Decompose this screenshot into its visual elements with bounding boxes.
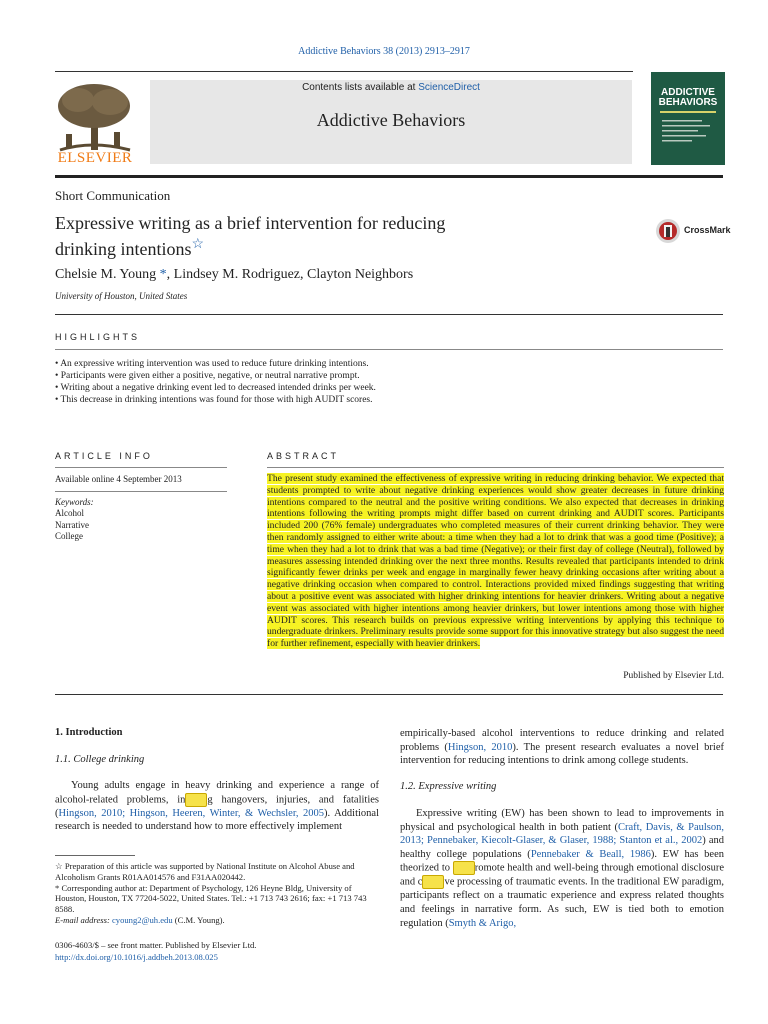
citation-link[interactable]: Craft, Davis, & Paulson, 2013; Pennebaker, Kiecolt-Glaser, & Glaser, 1988; Stanton et al., 2002: [400, 821, 724, 847]
paper-title: [55, 212, 575, 260]
paper-title-line-2: drinking intentions: [55, 239, 192, 259]
sticky-note-icon[interactable]: [453, 861, 475, 875]
contents-line: [150, 82, 632, 93]
abstract-body: [267, 473, 724, 650]
text-run: romote health and well-being through emotional disclosure and c: [400, 862, 724, 888]
citation-link[interactable]: Hingson, 2010; Hingson, Heeren, Winter, & Wechsler, 2005: [58, 807, 325, 819]
corresponding-author-footnote: * Corresponding author at: Department of Psychology, 126 Heyne Bldg, University of Houston, Houston, TX 77204-5022, United States. Tel.: +1 713 743 2616; fax: +1 713 743 8588.: [55, 882, 367, 915]
highlights-rule: [55, 349, 723, 350]
available-online-date: Available online 4 September 2013: [55, 474, 182, 484]
contents-prefix: Contents lists available at: [302, 82, 419, 93]
author-young: Chelsie M. Young: [55, 267, 160, 282]
journal-reference-link[interactable]: Addictive Behaviors 38 (2013) 2913–2917: [298, 46, 470, 57]
title-footnote-star-icon[interactable]: ☆: [191, 237, 205, 252]
article-type: Short Communication: [55, 188, 171, 203]
title-rule: [55, 314, 723, 315]
abstract-rule: [267, 467, 724, 468]
citation-link[interactable]: Hingson, 2010: [447, 741, 513, 753]
highlight-item: • Participants were given either a positive, negative, or neutral narrative prompt.: [55, 370, 723, 382]
expressive-writing-paragraph: [400, 807, 724, 930]
article-info-heading: ARTICLE INFO: [55, 451, 153, 461]
citation-link[interactable]: Pennebaker & Beall, 1986: [530, 848, 651, 860]
highlight-item: • This decrease in drinking intentions was found for those with high AUDIT scores.: [55, 394, 723, 406]
elsevier-wordmark: ELSEVIER: [57, 150, 133, 166]
text-run: ). The present research evaluates a novel brief intervention for reducing intentions to drink among college students.: [400, 741, 725, 767]
expressive-writing-heading: 1.2. Expressive writing: [400, 781, 497, 792]
text-run: empirically-based alcohol interventions to reduce drinking and related problems (: [400, 728, 724, 753]
email-footnote: [55, 915, 379, 926]
paper-title-line-1: Expressive writing as a brief intervention for reducing: [55, 213, 446, 233]
sciencedirect-link[interactable]: ScienceDirect: [418, 82, 480, 93]
article-info-rule: [55, 467, 227, 468]
cover-title-line-1: ADDICTIVE: [661, 87, 715, 98]
citation-link[interactable]: Smyth & Arigo,: [448, 917, 517, 929]
author-list: [55, 267, 413, 283]
keywords-label: Keywords:: [55, 497, 94, 507]
text-run: ve processing of traumatic events. In the traditional EW paradigm, participants reflect on a traumatic experience and express related thoughts and feelings in narrative form. As such, EW is tied both to emotion regulation (: [400, 876, 724, 929]
text-run: ) and healthy college populations (: [400, 835, 724, 860]
text-run: g hangovers, injuries, and fatalities (: [55, 794, 379, 819]
sticky-note-icon[interactable]: [185, 793, 207, 807]
crossmark-icon[interactable]: [655, 218, 681, 244]
authors-rest: , Lindsey M. Rodriguez, Clayton Neighbors: [166, 267, 414, 282]
doi-link[interactable]: http://dx.doi.org/10.1016/j.addbeh.2013.08.025: [55, 952, 218, 962]
cover-stripe: [660, 111, 716, 113]
text-run: Young adults engage in heavy drinking and experience a range of alcohol-related problems, in: [55, 780, 379, 805]
intro-paragraph-left: [55, 779, 379, 834]
crossmark-label[interactable]: CrossMark: [684, 225, 731, 235]
college-drinking-heading: 1.1. College drinking: [55, 754, 145, 765]
text-run: ). EW has been theorized to: [400, 848, 725, 874]
keywords-list: [55, 508, 89, 543]
cover-text-lines: [660, 118, 716, 148]
footnote-rule: [55, 855, 135, 856]
highlights-list: [55, 358, 723, 406]
abstract-bottom-rule: [55, 694, 723, 695]
text-run: Expressive writing (EW) has been shown to lead to improvements in physical and psychological health in both patient (: [400, 808, 724, 833]
footnotes: [55, 861, 379, 926]
cover-title: [655, 88, 721, 108]
introduction-heading: 1. Introduction: [55, 727, 123, 738]
keyword-item: College: [55, 531, 83, 541]
text-run: ). Additional research is needed to understand how to more effectively implement: [55, 807, 379, 833]
header-thick-rule: [55, 175, 723, 178]
intro-paragraph-right: [400, 727, 724, 768]
email-suffix: (C.M. Young).: [172, 914, 225, 925]
highlight-item: • Writing about a negative drinking event led to decreased intended drinks per week.: [55, 382, 723, 394]
funding-footnote: ☆ Preparation of this article was supported by National Institute on Alcohol Abuse and Alcoholism Grants R01AA014576 and F31AA020442.: [55, 861, 355, 882]
corresponding-author-mark[interactable]: *: [159, 267, 167, 282]
issn-line: 0306-4603/$ – see front matter. Published by Elsevier Ltd.: [55, 940, 257, 950]
abstract-highlighted-text[interactable]: The present study examined the effectiveness of expressive writing in reducing drinking behavior. We expected that students prompted to write about negative drinking experiences would show greater decreases in future drinking intentions compared to the neutral and the positive writing conditions. We also expected that decreases in drinking intentions following the writing prompts might differ based on current drinking and AUDIT scores. Participants included 200 (76% female) undergraduates who completed measures of their current drinking behavior. They were then randomly assigned to either write about: a time when they had a lot to drink that was a good time (Positive); a time when they had a lot to drink that was a bad time (Negative); or their first day of college (Neutral), followed by measures assessing intended drinking over the next three months. Results revealed that participants intended to drink significantly fewer drinks per week and engage in marginally fewer heavy drinking occasions after writing about a negative drinking occasion when compared to control. Interactions provided mixed findings suggesting that writing about a positive event was associated with higher drinking intentions for heavier drinkers. Writing about a negative event was associated with higher intentions among heavier drinkers, but lower intentions among those with higher AUDIT scores. This research builds on previous expressive writing interventions by applying this technique to undergraduate drinkers. Preliminary results provide some support for this innovative strategy but also suggest the need for further refinement, especially with heavier drinkers.: [267, 473, 724, 650]
email-label: E-mail address:: [55, 914, 112, 925]
keyword-item: Narrative: [55, 519, 89, 530]
affiliation: University of Houston, United States: [55, 291, 188, 301]
abstract-heading: ABSTRACT: [267, 451, 340, 461]
highlight-item: • An expressive writing intervention was used to reduce future drinking intentions.: [55, 358, 723, 370]
cover-title-line-2: BEHAVIORS: [658, 97, 718, 108]
published-by: Published by Elsevier Ltd.: [623, 671, 724, 681]
keyword-item: Alcohol: [55, 508, 84, 518]
highlights-heading: HIGHLIGHTS: [55, 332, 141, 342]
article-info-rule-2: [55, 491, 227, 492]
sticky-note-icon[interactable]: [422, 875, 444, 889]
email-link[interactable]: cyoung2@uh.edu: [111, 914, 173, 925]
journal-title[interactable]: Addictive Behaviors: [316, 110, 466, 130]
header-rule: [55, 71, 633, 72]
